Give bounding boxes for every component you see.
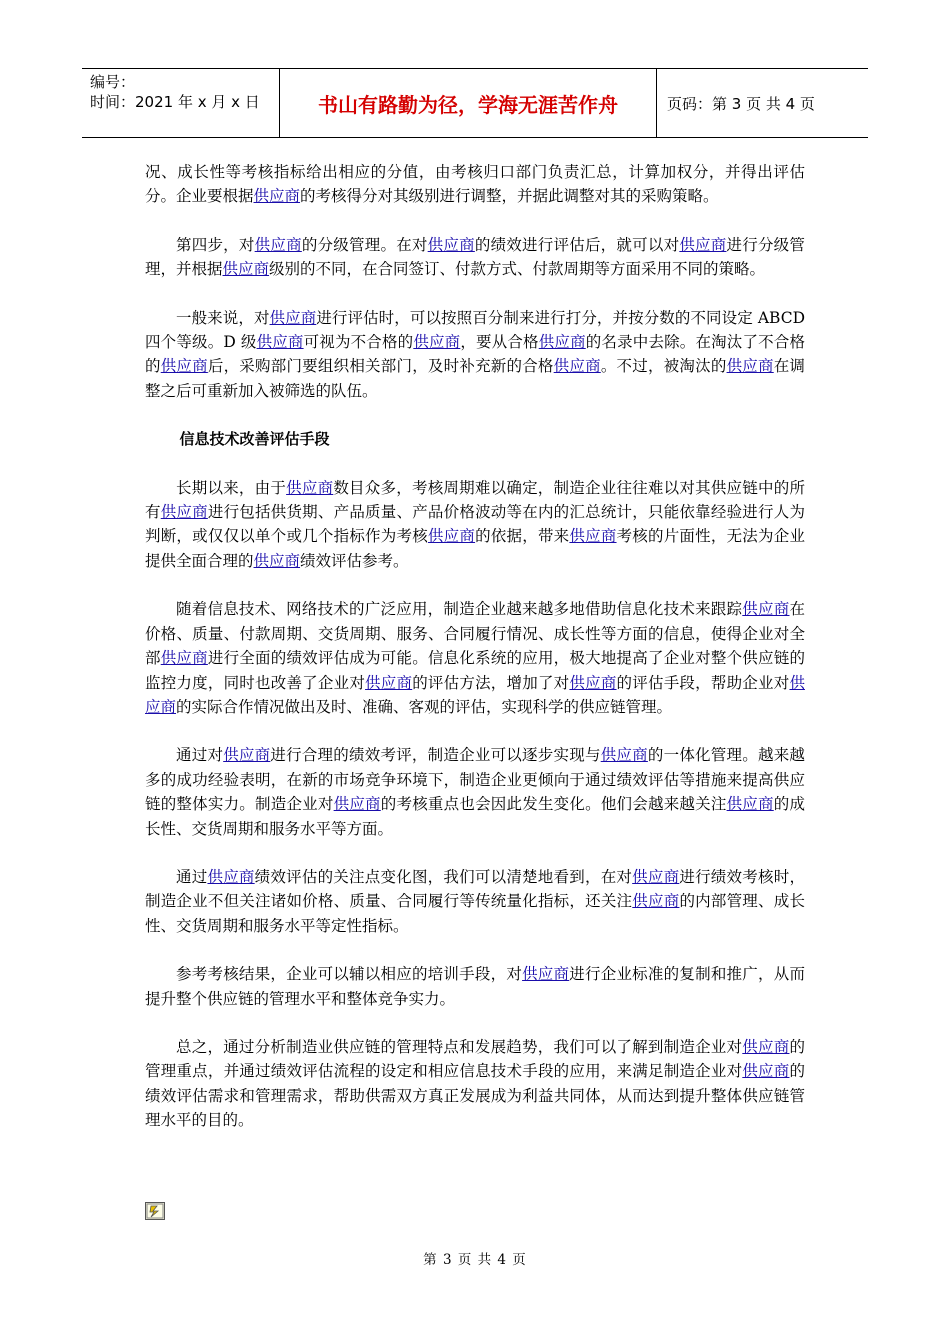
text-segment: 的考核得分对其级别进行调整，并据此调整对其的采购策略。 xyxy=(300,187,719,206)
document-body xyxy=(145,160,805,1157)
supplier-link[interactable]: 供应商 xyxy=(427,235,475,254)
text-segment: ，要从合格 xyxy=(460,333,539,352)
supplier-link[interactable]: 供应商 xyxy=(254,235,302,254)
page-header xyxy=(82,68,868,138)
supplier-link[interactable]: 供应商 xyxy=(553,357,601,376)
text-segment: 的实际合作情况做出及时、准确、客观的评估，实现科学的供应链管理。 xyxy=(176,697,673,716)
text-segment: 的分级管理。在对 xyxy=(301,235,428,254)
text-segment: 进行评估时，可以按照百分制来进行打分，并按分数的不同设定 ABCD 四个等级。D 级 xyxy=(145,308,805,352)
supplier-link[interactable]: 供应商 xyxy=(333,795,381,814)
text-segment: 的成长性、交货周期和服务水平等方面。 xyxy=(145,795,805,838)
paragraph xyxy=(145,597,805,719)
text-segment: 况、成长性等考核指标给出相应的分值，由考核归口部门负责汇总，计算加权分，并得出评估分。企业要根据 xyxy=(145,163,805,206)
supplier-link[interactable]: 供应商 xyxy=(600,746,648,765)
supplier-link[interactable]: 供应商 xyxy=(538,333,586,352)
supplier-link[interactable]: 供应商 xyxy=(160,649,208,668)
supplier-link[interactable]: 供应商 xyxy=(742,1062,790,1081)
section-heading xyxy=(145,427,805,451)
text-segment: 进行合理的绩效考评，制造企业可以逐步实现与 xyxy=(270,746,601,765)
page-footer: 第 3 页 共 4 页 xyxy=(423,1252,527,1268)
supplier-link[interactable]: 供应商 xyxy=(679,235,727,254)
text-segment: 级别的不同，在合同签订、付款方式、付款周期等方面采用不同的策略。 xyxy=(269,260,766,279)
supplier-link[interactable]: 供应商 xyxy=(742,600,790,619)
supplier-link[interactable]: 供应商 xyxy=(632,892,680,911)
text-segment: 进行绩效考核时，制造企业不但关注诸如价格、质量、合同履行等传统量化指标，还关注 xyxy=(145,867,805,911)
header-page-info: 页码：第 3 页 共 4 页 xyxy=(667,94,815,113)
supplier-link[interactable]: 供应商 xyxy=(222,260,270,279)
text-segment: 一般来说，对 xyxy=(176,308,270,327)
text-segment: 信息技术改善评估手段 xyxy=(179,430,330,449)
paragraph xyxy=(145,476,805,574)
header-motto: 书山有路勤为径，学海无涯苦作舟 xyxy=(280,69,657,137)
text-segment: 的依据，带来 xyxy=(475,527,570,546)
text-segment: 进行全面的绩效评估成为可能。信息化系统的应用，极大地提高了企业对整个供应链的监控力度，同时也改善了企业对 xyxy=(145,649,805,692)
text-segment: 随着信息技术、网络技术的广泛应用，制造企业越来越多地借助信息化技术来跟踪 xyxy=(176,600,743,619)
supplier-link[interactable]: 供应商 xyxy=(145,673,805,716)
paragraph xyxy=(145,160,805,209)
supplier-link[interactable]: 供应商 xyxy=(269,308,317,327)
text-segment: 进行分级管理，并根据 xyxy=(145,235,805,279)
text-segment: 长期以来，由于 xyxy=(176,478,287,497)
text-segment: 的一体化管理。越来越多的成功经验表明，在新的市场竞争环境下，制造企业更倾向于通过绩效评估等措施来提高供应链的整体实力。制造企业对 xyxy=(145,746,805,814)
supplier-link[interactable]: 供应商 xyxy=(742,1037,790,1056)
supplier-link[interactable]: 供应商 xyxy=(632,867,680,886)
time-label: 时间：2021 年 x 月 x 日 xyxy=(90,93,260,111)
paragraph xyxy=(145,962,805,1011)
supplier-link[interactable]: 供应商 xyxy=(413,333,461,352)
supplier-link[interactable]: 供应商 xyxy=(253,187,301,206)
text-segment: 的考核重点也会因此发生变化。他们会越来越关注 xyxy=(380,795,727,814)
text-segment: 通过 xyxy=(176,867,208,886)
text-segment: 在调整之后可重新加入被筛选的队伍。 xyxy=(145,357,805,400)
text-segment: 参考考核结果，企业可以辅以相应的培训手段，对 xyxy=(176,965,523,984)
text-segment: 在价格、质量、付款周期、交货周期、服务、合同履行情况、成长性等方面的信息，使得企业对全部 xyxy=(145,600,805,668)
supplier-link[interactable]: 供应商 xyxy=(569,527,617,546)
text-segment: 通过对 xyxy=(176,746,224,765)
supplier-link[interactable]: 供应商 xyxy=(160,357,208,376)
text-segment: 考核的片面性，无法为企业提供全面合理的 xyxy=(145,527,805,570)
text-segment: 的绩效进行评估后，就可以对 xyxy=(474,235,680,254)
supplier-link[interactable]: 供应商 xyxy=(256,333,304,352)
supplier-link[interactable]: 供应商 xyxy=(427,527,476,546)
text-segment: 的管理重点，并通过绩效评估流程的设定和相应信息技术手段的应用，来满足制造企业对 xyxy=(145,1037,805,1081)
supplier-link[interactable]: 供应商 xyxy=(726,357,774,376)
text-segment: 可视为不合格的 xyxy=(303,333,414,352)
text-segment: 。不过，被淘汰的 xyxy=(600,357,727,376)
supplier-link[interactable]: 供应商 xyxy=(253,551,301,570)
supplier-link[interactable]: 供应商 xyxy=(160,503,208,522)
supplier-link[interactable]: 供应商 xyxy=(569,673,617,692)
text-segment: 的评估手段，帮助企业对 xyxy=(616,673,790,692)
supplier-link[interactable]: 供应商 xyxy=(726,795,774,814)
text-segment: 的名录中去除。在淘汰了不合格的 xyxy=(145,333,805,376)
paragraph xyxy=(145,865,805,938)
paragraph xyxy=(145,306,805,404)
text-segment: 总之，通过分析制造业供应链的管理特点和发展趋势，我们可以了解到制造企业对 xyxy=(176,1037,743,1056)
paragraph xyxy=(145,1035,805,1133)
text-segment: 第四步，对 xyxy=(176,235,255,254)
text-segment: 进行包括供货期、产品质量、产品价格波动等在内的汇总统计，只能依靠经验进行人为判断，或仅仅以单个或几个指标作为考核 xyxy=(145,503,805,546)
number-label: 编号： xyxy=(90,73,136,91)
supplier-link[interactable]: 供应商 xyxy=(207,867,255,886)
text-segment: 绩效评估参考。 xyxy=(300,551,409,570)
supplier-link[interactable]: 供应商 xyxy=(223,746,271,765)
paragraph xyxy=(145,743,805,841)
broken-image-icon[interactable] xyxy=(145,1202,165,1220)
text-segment: 的绩效评估需求和管理需求，帮助供需双方真正发展成为利益共同体，从而达到提升整体供应链管理水平的目的。 xyxy=(145,1062,805,1130)
supplier-link[interactable]: 供应商 xyxy=(286,478,334,497)
text-segment: 的评估方法，增加了对 xyxy=(412,673,570,692)
text-segment: 进行企业标准的复制和推广，从而提升整个供应链的管理水平和整体竞争实力。 xyxy=(145,965,805,1008)
text-segment: 的内部管理、成长性、交货周期和服务水平等定性指标。 xyxy=(145,892,805,935)
header-meta xyxy=(82,69,280,137)
paragraph xyxy=(145,233,805,282)
text-segment: 后，采购部门要组织相关部门，及时补充新的合格 xyxy=(207,357,554,376)
supplier-link[interactable]: 供应商 xyxy=(522,965,570,984)
supplier-link[interactable]: 供应商 xyxy=(365,673,413,692)
text-segment: 绩效评估的关注点变化图，我们可以清楚地看到，在对 xyxy=(254,867,633,886)
text-segment: 数目众多，考核周期难以确定，制造企业往往难以对其供应链中的所有 xyxy=(145,478,805,522)
